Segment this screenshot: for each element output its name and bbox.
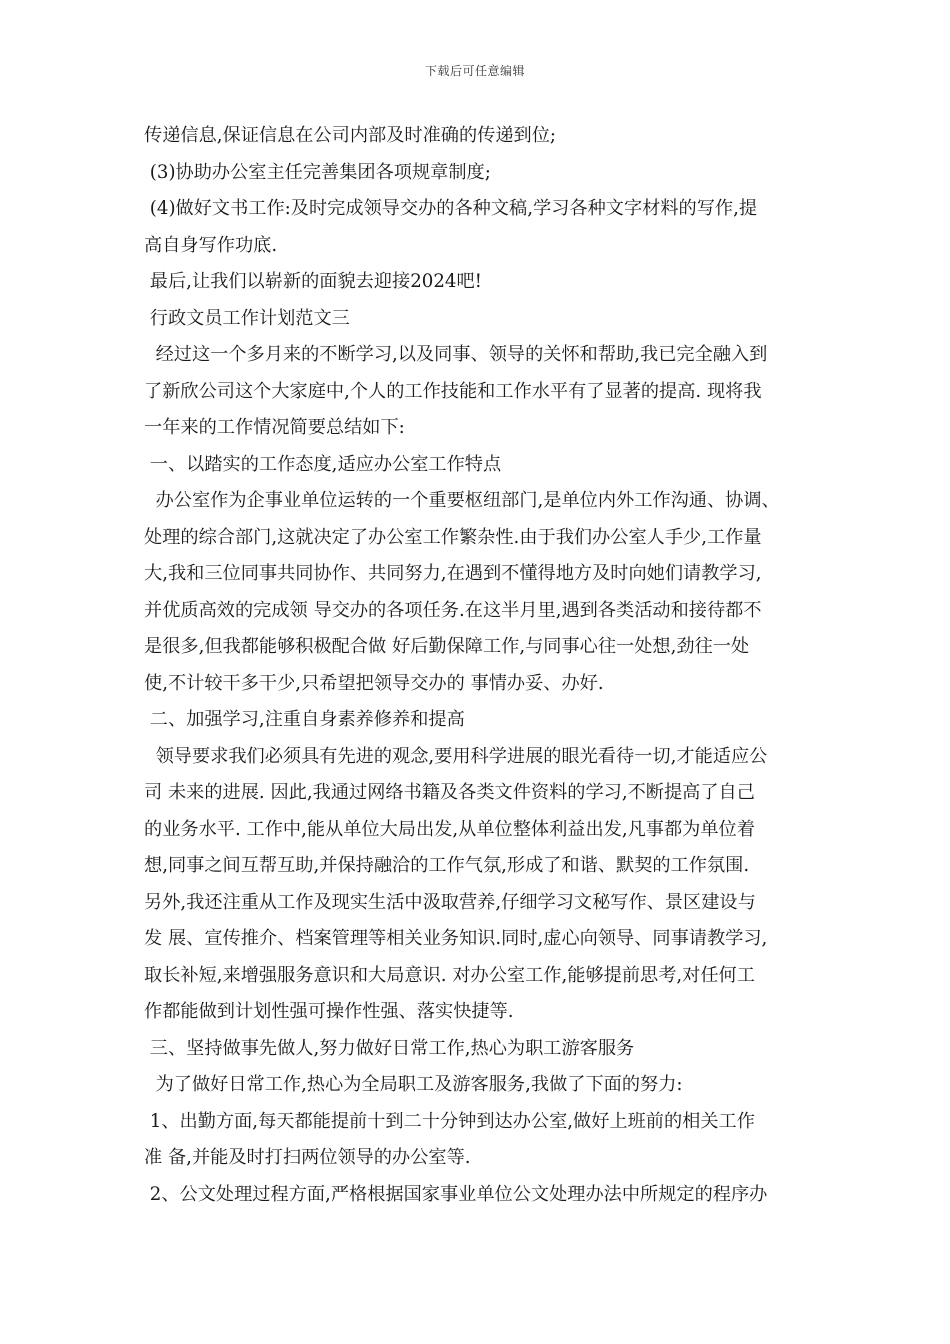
text-line: (4)做好文书工作:及时完成领导交办的各种文稿,学习各种文字材料的写作,提 [144, 198, 758, 219]
text-line: 发 展、宣传推介、档案管理等相关业务知识.同时,虚心向领导、同事请教学习, [144, 928, 768, 949]
text-line: 了新欣公司这个大家庭中,个人的工作技能和工作水平有了显著的提高. 现将我 [144, 380, 762, 402]
text-line: 的业务水平. 工作中,能从单位大局出发,从单位整体利益出发,凡事都为单位着 [144, 818, 755, 840]
text-line: (3)协助办公室主任完善集团各项规章制度; [144, 161, 491, 183]
section-heading: 三、坚持做事先做人,努力做好日常工作,热心为职工游客服务 [144, 1037, 635, 1059]
text-line: 并优质高效的完成领 导交办的各项任务.在这半月里,遇到各类活动和接待都不 [144, 599, 762, 621]
section-heading: 二、加强学习,注重自身素养修养和提高 [144, 709, 465, 730]
text-line: 取长补短,来增强服务意识和大局意识. 对办公室工作,能够提前思考,对任何工 [144, 964, 755, 986]
text-line: 经过这一个多月来的不断学习,以及同事、领导的关怀和帮助,我已完全融入到 [144, 344, 768, 365]
section-title: 行政文员工作计划范文三 [144, 307, 350, 329]
text-line: 领导要求我们必须具有先进的观念,要用科学进展的眼光看待一切,才能适应公 [144, 745, 768, 767]
text-line: 办公室作为企事业单位运转的一个重要枢纽部门,是单位内外工作沟通、协调、 [144, 490, 780, 511]
text-line: 2、公文处理过程方面,严格根据国家事业单位公文处理办法中所规定的程序办 [144, 1183, 768, 1205]
text-line: 想,同事之间互帮互助,并保持融洽的工作气氛,形成了和谐、默契的工作氛围. [144, 855, 750, 876]
text-line: 司 未来的进展. 因此,我通过网络书籍及各类文件资料的学习,不断提高了自己 [144, 782, 755, 803]
text-line: 传递信息,保证信息在公司内部及时准确的传递到位; [144, 125, 557, 146]
document-body [144, 118, 816, 1213]
section-heading: 一、以踏实的工作态度,适应办公室工作特点 [144, 453, 502, 475]
text-line: 1、出勤方面,每天都能提前十到二十分钟到达办公室,做好上班前的相关工作 [144, 1110, 755, 1132]
page-header: 下载后可任意编辑 [424, 64, 525, 78]
text-line: 处理的综合部门,这就决定了办公室工作繁杂性.由于我们办公室人手少,工作量 [144, 526, 762, 548]
text-line: 为了做好日常工作,热心为全局职工及游客服务,我做了下面的努力: [144, 1074, 683, 1095]
text-line: 使,不计较干多干少,只希望把领导交办的 事情办妥、办好. [144, 672, 604, 694]
text-line: 大,我和三位同事共同协作、共同努力,在遇到不懂得地方及时向她们请教学习, [144, 563, 762, 584]
text-line: 一年来的工作情况简要总结如下: [144, 417, 405, 438]
text-line: 作都能做到计划性强可操作性强、落实快捷等. [144, 1001, 514, 1022]
text-line: 最后,让我们以崭新的面貌去迎接2024吧! [144, 271, 482, 292]
text-line: 另外,我还注重从工作及现实生活中汲取营养,仔细学习文秘写作、景区建设与 [144, 891, 756, 913]
text-line: 准 备,并能及时打扫两位领导的办公室等. [144, 1147, 471, 1168]
text-line: 高自身写作功底. [144, 234, 278, 256]
text-line: 是很多,但我都能够积极配合做 好后勤保障工作,与同事心往一处想,劲往一处 [144, 636, 750, 657]
